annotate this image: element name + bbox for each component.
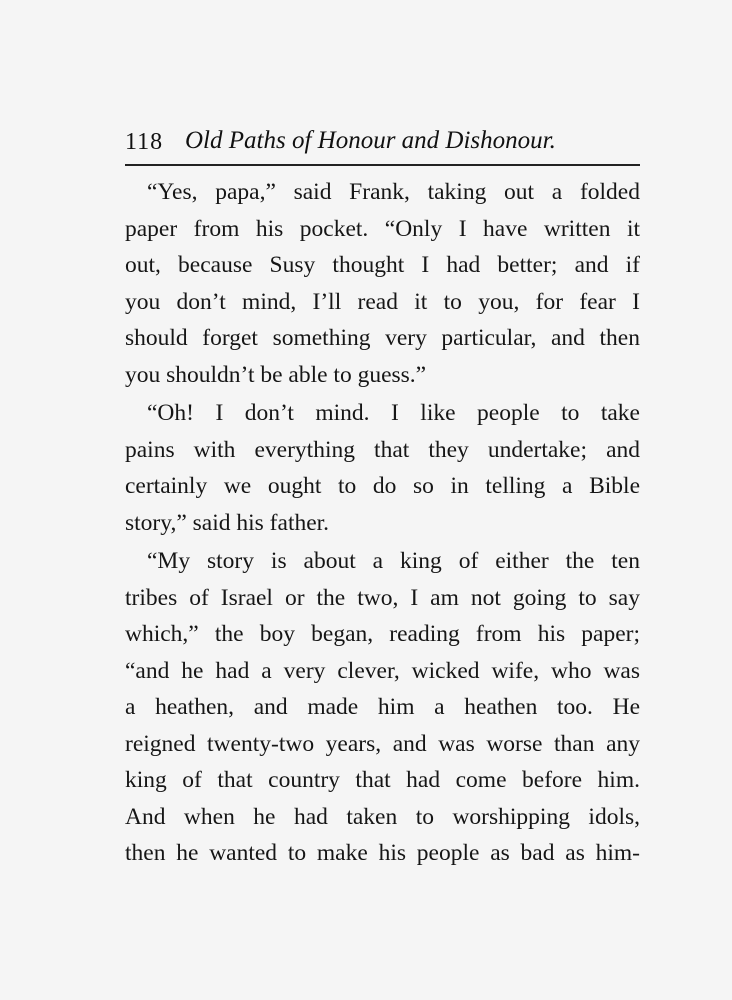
text-line: pains with everything that they undertake; and — [125, 436, 640, 463]
text-line: then he wanted to make his people as bad as him- — [125, 840, 640, 866]
text-line: And when he had taken to worshipping idols, — [125, 803, 640, 830]
text-line: a heathen, and made him a heathen too. He — [125, 694, 640, 720]
text-line: out, because Susy thought I had better; and if — [125, 252, 640, 278]
paragraph — [125, 174, 640, 393]
paragraph — [125, 395, 640, 541]
text-line: story,” said his father. — [125, 509, 330, 536]
running-title: Old Paths of Honour and Dishonour. — [185, 127, 556, 154]
text-line: reigned twenty-two years, and was worse than any — [125, 730, 640, 757]
text-line: paper from his pocket. “Only I have written it — [125, 215, 640, 242]
page-number: 118 — [125, 129, 164, 155]
text-line: which,” the boy began, reading from his paper; — [125, 621, 640, 647]
body-text — [125, 174, 640, 872]
text-line: “Yes, papa,” said Frank, taking out a folded — [147, 179, 640, 205]
header-rule — [125, 164, 640, 166]
text-line: “and he had a very clever, wicked wife, who was — [125, 657, 640, 684]
text-line: should forget something very particular, and then — [125, 325, 640, 351]
text-line: certainly we ought to do so in telling a Bible — [125, 473, 640, 499]
text-line: “Oh! I don’t mind. I like people to take — [147, 400, 640, 426]
text-line: king of that country that had come before him. — [125, 767, 640, 793]
paragraph — [125, 543, 640, 872]
text-line: “My story is about a king of either the ten — [147, 548, 640, 574]
text-line: tribes of Israel or the two, I am not going to say — [125, 584, 640, 611]
text-line: you shouldn’t be able to guess.” — [125, 361, 427, 388]
page-header — [125, 123, 640, 157]
text-line: you don’t mind, I’ll read it to you, for fear I — [125, 288, 640, 315]
